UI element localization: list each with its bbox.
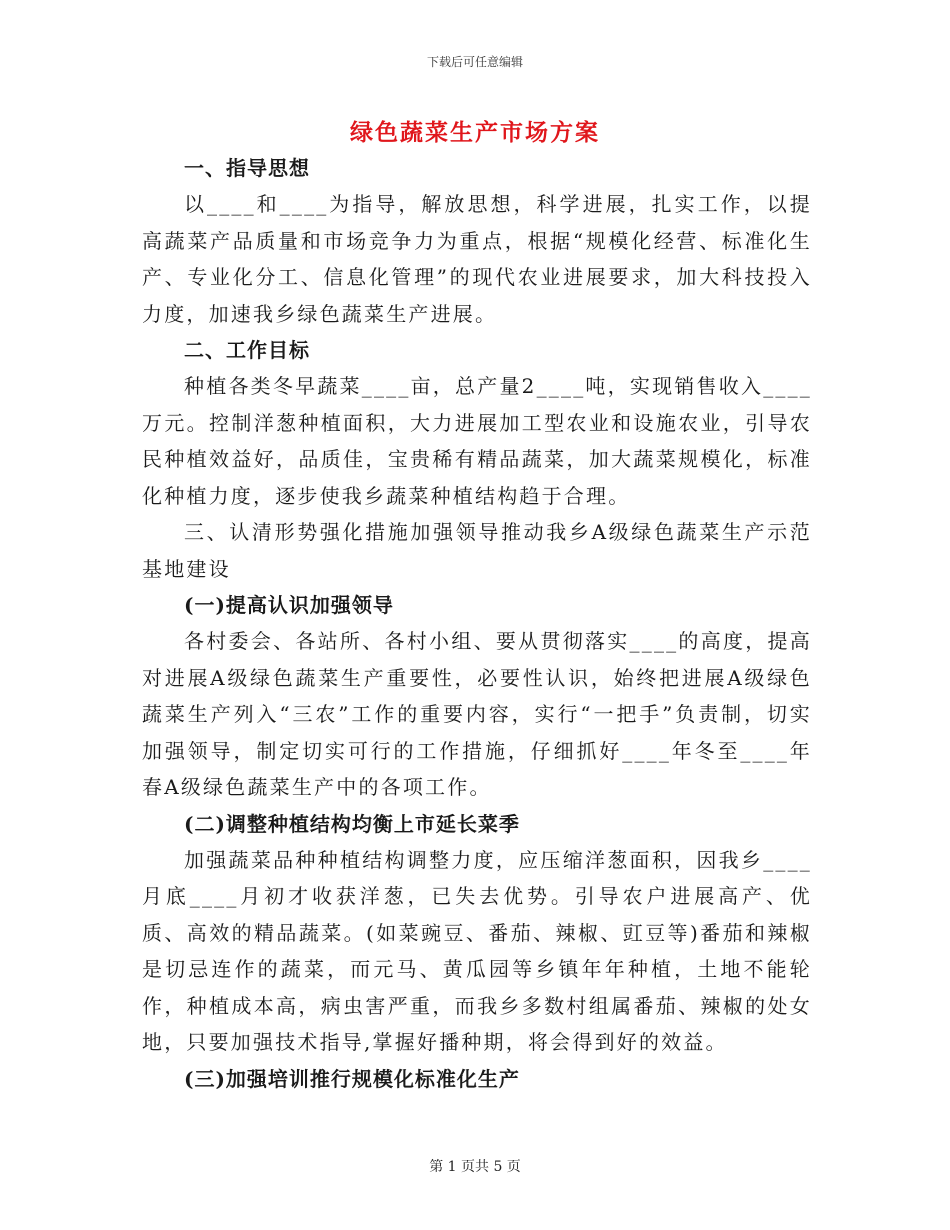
subsection-heading-leadership: (一)提高认识加强领导 xyxy=(184,593,394,617)
header-note: 下载后可任意编辑 xyxy=(426,55,523,69)
subsection-heading-training: (三)加强培训推行规模化标准化生产 xyxy=(184,1066,520,1091)
paragraph-guiding-ideology: 以____和____为指导，解放思想，科学进展，扎实工作，以提高蔬菜产品质量和市场竞争力为重点，根据“规模化经营、标准化生产、专业化分工、信息化管理”的现代农业进展要求，加大科技投入力度，加速我乡绿色蔬菜生产进展。 xyxy=(142,192,812,326)
paragraph-leadership: 各村委会、各站所、各村小组、要从贯彻落实____的高度，提高对进展A级绿色蔬菜生产重要性，必要性认识，始终把进展A级绿色蔬菜生产列入“三农”工作的重要内容，实行“一把手”负责制，切实加强领导，制定切实可行的工作措施，仔细抓好____年冬至____年春A级绿色蔬菜生产中的各项工作。 xyxy=(142,629,812,799)
section-heading-measures: 三、认清形势强化措施加强领导推动我乡A级绿色蔬菜生产示范基地建设 xyxy=(142,520,812,581)
section-heading-guiding-ideology: 一、指导思想 xyxy=(184,156,310,180)
document-body xyxy=(142,150,812,1097)
paragraph-planting-structure: 加强蔬菜品种种植结构调整力度，应压缩洋葱面积，因我乡____月底____月初才收获洋葱，已失去优势。引导农户进展高产、优质、高效的精品蔬菜。(如菜豌豆、番茄、辣椒、豇豆等)番茄和辣椒是切忌连作的蔬菜，而元马、黄瓜园等乡镇年年种植，土地不能轮作，种植成本高，病虫害严重，而我乡多数村组属番茄、辣椒的处女地，只要加强技术指导,掌握好播种期，将会得到好的效益。 xyxy=(142,847,812,1054)
section-heading-work-goals: 二、工作目标 xyxy=(184,338,310,362)
document-title: 绿色蔬菜生产市场方案 xyxy=(350,119,600,146)
page-footer: 第 1 页共 5 页 xyxy=(429,1159,521,1175)
subsection-heading-planting-structure: (二)调整种植结构均衡上市延长菜季 xyxy=(184,811,520,836)
paragraph-work-goals: 种植各类冬早蔬菜____亩，总产量2____吨，实现销售收入____万元。控制洋葱种植面积，大力进展加工型农业和设施农业，引导农民种植效益好，品质佳，宝贵稀有精品蔬菜，加大蔬菜规模化，标准化种植力度，逐步使我乡蔬菜种植结构趋于合理。 xyxy=(142,374,812,508)
